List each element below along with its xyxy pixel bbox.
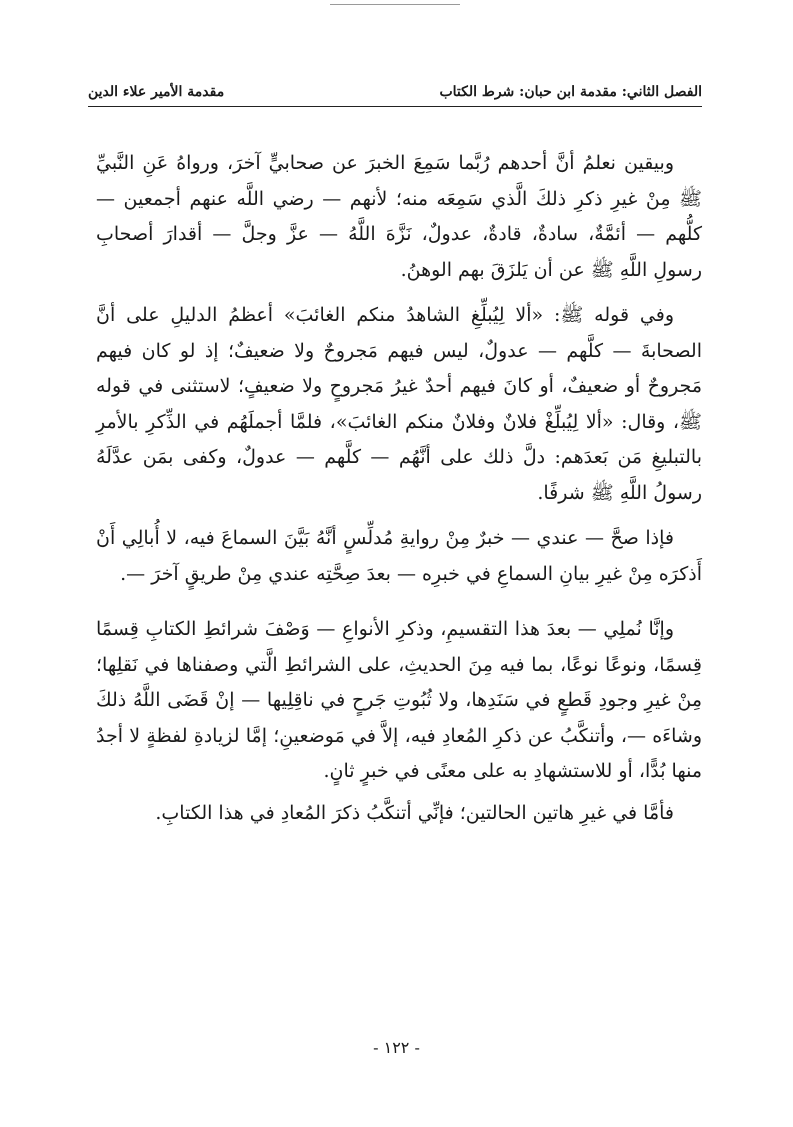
- top-decorative-rule: [330, 4, 460, 5]
- running-head-section: مقدمة الأمير علاء الدين: [88, 84, 225, 100]
- running-head: [88, 84, 702, 106]
- header-rule: [88, 106, 702, 107]
- page-body: [96, 146, 702, 831]
- paragraph-5: فأمَّا في غيرِ هاتين الحالتين؛ فإنِّي أتنكَّبُ ذكرَ المُعادِ في هذا الكتابِ.: [155, 801, 674, 824]
- paragraph-2: وفي قوله ﷺ: «ألا لِيُبلِّغِ الشاهدُ منكم الغائبَ» أعظمُ الدليلِ على أنَّ الصحابةَ — كلَّهم — عدولٌ، ليس فيهم مَجروحٌ ولا ضعيفٌ؛ إذ لو كان فيهم مَجروحٌ أو ضعيفٌ، أو كانَ فيهم أحدٌ غيرُ مَجروحٍ ولا ضعيفٍ؛ لاستثنى في قوله ﷺ، وقال: «ألا لِيُبلِّغْ فلانٌ وفلانٌ منكم الغائبَ»، فلمَّا أجملَهُم في الذِّكرِ بالأمرِ بالتبليغِ مَن بَعدَهم: دلَّ ذلك على أنَّهُم — كلَّهم — عدولٌ، وكفى بمَن عدَّلَهُ رسولُ اللَّهِ ﷺ شرفًا.: [96, 304, 702, 504]
- page-number: - ١٢٢ -: [373, 1038, 420, 1057]
- paragraph-4: وإنَّا نُملِي — بعدَ هذا التقسيمِ، وذكرِ الأنواعِ — وَصْفَ شرائطِ الكتابِ قِسمًا قِسمًا، ونوعًا نوعًا، بما فيه مِنَ الحديثِ، على الشرائطِ الَّتي وصفناها في نَقلِها؛ مِنْ غيرِ وجودِ قَطعٍ في سَنَدِها، ولا ثُبُوتِ جَرحٍ في ناقِلِيها — إنْ قَضَى اللَّهُ ذلكَ وشاءَه —، وأتنكَّبُ عن ذكرِ المُعادِ فيه، إلاَّ في مَوضعينِ؛ إمَّا لزيادةِ لفظةٍ لا أجدُ منها بُدًّا، أو للاستشهادِ به على معنًى في خبرٍ ثانٍ.: [96, 618, 702, 782]
- paragraph-1: وبيقين نعلمُ أنَّ أحدهم رُبَّما سَمِعَ الخبرَ عن صحابيٍّ آخرَ، ورواهُ عَنِ النَّبيِّ ﷺ مِنْ غيرِ ذكرِ ذلكَ الَّذي سَمِعَه منه؛ لأنهم — رضي اللَّه عنهم أجمعين — كلُّهم — أئمَّةٌ، سادةٌ، قادةٌ، عدولٌ، نَزَّهَ اللَّهُ — عزَّ وجلَّ — أقدارَ أصحابِ رسولِ اللَّهِ ﷺ عن أن يَلزَقَ بهم الوهنُ.: [96, 152, 702, 281]
- running-head-chapter: الفصل الثاني: مقدمة ابن حبان: شرط الكتاب: [439, 84, 702, 100]
- paragraph-3: فإذا صحَّ — عندي — خبرٌ مِنْ روايةِ مُدلِّسٍ أنَّهُ بَيَّنَ السماعَ فيه، لا أُبالِي أَنْ أَذكرَه مِنْ غيرِ بيانِ السماعِ في خبرِه — بعدَ صِحَّتِه عندي مِنْ طريقٍ آخرَ —.: [96, 527, 702, 585]
